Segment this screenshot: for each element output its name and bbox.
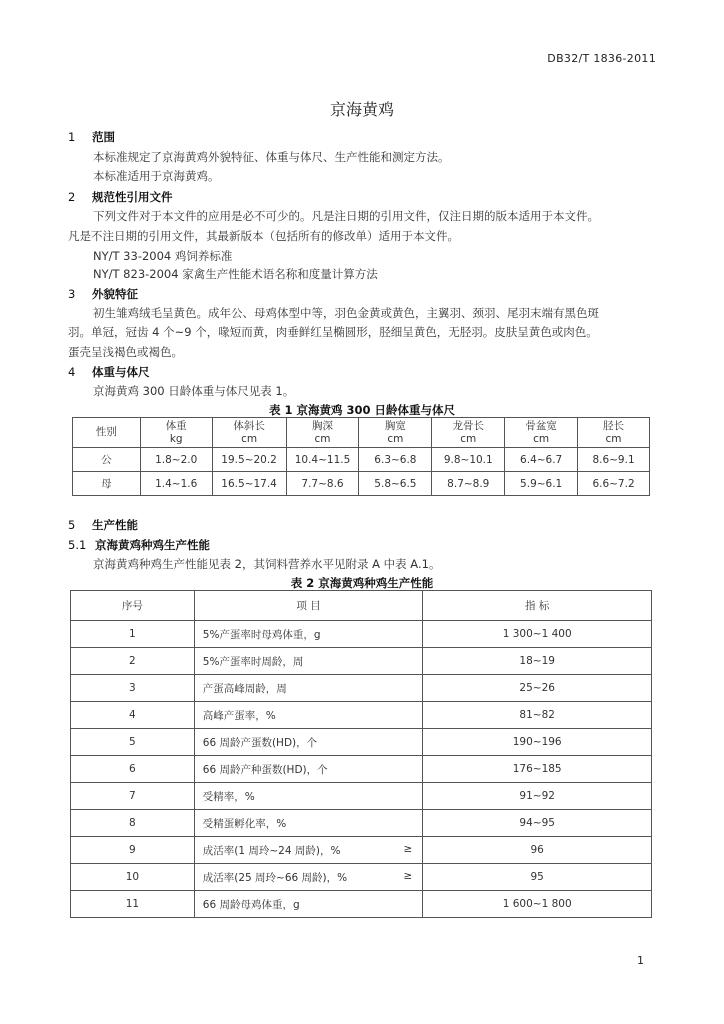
section-number: 5 — [68, 518, 76, 532]
section-4-heading — [68, 364, 150, 380]
value-cell: 7.7~8.6 — [286, 472, 359, 496]
column-unit: cm — [314, 432, 331, 445]
item-cell — [194, 810, 423, 837]
section-title: 范围 — [92, 130, 115, 144]
item-cell — [194, 675, 423, 702]
item-text: 高峰产蛋率，% — [202, 709, 276, 722]
sex-cell: 公 — [73, 448, 141, 472]
section-1-heading — [68, 129, 115, 145]
section-number: 1 — [68, 130, 76, 144]
section-number: 2 — [68, 190, 76, 204]
item-text: 5%产蛋率时母鸡体重，g — [202, 628, 321, 641]
table-header-row — [73, 418, 650, 448]
column-name: 体重 — [165, 419, 187, 432]
header-cell — [212, 418, 286, 448]
value-cell: 10.4~11.5 — [286, 448, 359, 472]
item-text: 受精蛋孵化率，% — [202, 817, 287, 830]
column-name: 胫长 — [603, 419, 625, 432]
header-cell — [432, 418, 505, 448]
section-number: 5.1 — [68, 538, 87, 552]
value-cell: 16.5~17.4 — [212, 472, 286, 496]
value-cell: 176~185 — [423, 756, 652, 783]
paragraph: 本标准规定了京海黄鸡外貌特征、体重与体尺、生产性能和测定方法。 — [93, 150, 450, 164]
value-cell: 8.6~9.1 — [578, 448, 650, 472]
paragraph: 凡是不注日期的引用文件，其最新版本（包括所有的修改单）适用于本文件。 — [68, 229, 459, 243]
value-cell: 1.8~2.0 — [140, 448, 212, 472]
column-unit: cm — [241, 432, 258, 445]
ge-symbol: ≥ — [403, 842, 413, 855]
no-cell: 5 — [71, 729, 195, 756]
paragraph: 京海黄鸡种鸡生产性能见表 2，其饲料营养水平见附录 A 中表 A.1。 — [93, 557, 441, 571]
column-unit: kg — [169, 432, 183, 445]
table-row — [71, 729, 652, 756]
section-title: 京海黄鸡种鸡生产性能 — [95, 538, 210, 552]
value-cell: 1 600~1 800 — [423, 891, 652, 918]
table-row — [71, 756, 652, 783]
no-cell: 11 — [71, 891, 195, 918]
section-3-heading — [68, 286, 138, 302]
table-row — [71, 621, 652, 648]
table-row — [73, 448, 650, 472]
column-unit: cm — [460, 432, 477, 445]
value-cell: 18~19 — [423, 648, 652, 675]
value-cell: 6.4~6.7 — [505, 448, 578, 472]
value-cell: 95 — [423, 864, 652, 891]
section-title: 外貌特征 — [92, 287, 138, 301]
header-cell — [505, 418, 578, 448]
column-name: 龙骨长 — [452, 419, 485, 432]
value-cell: 6.6~7.2 — [578, 472, 650, 496]
table-2 — [70, 590, 652, 918]
standard-code: DB32/T 1836-2011 — [547, 52, 656, 65]
item-text: 5%产蛋率时周龄，周 — [202, 655, 304, 668]
value-cell: 9.8~10.1 — [432, 448, 505, 472]
table-row — [71, 891, 652, 918]
value-cell: 5.8~6.5 — [359, 472, 432, 496]
no-cell: 1 — [71, 621, 195, 648]
no-cell: 3 — [71, 675, 195, 702]
value-cell: 5.9~6.1 — [505, 472, 578, 496]
paragraph: 羽。单冠，冠齿 4 个~9 个，喙短而黄，肉垂鲜红呈椭圆形，胫细呈黄色，无胫羽。皮肤呈黄色或肉色。 — [68, 325, 598, 339]
item-cell — [194, 702, 423, 729]
value-cell: 19.5~20.2 — [212, 448, 286, 472]
table-row — [71, 810, 652, 837]
table-row — [71, 702, 652, 729]
item-cell — [194, 729, 423, 756]
document-title: 京海黄鸡 — [329, 100, 394, 119]
table-1 — [72, 417, 650, 496]
value-cell: 25~26 — [423, 675, 652, 702]
section-title: 生产性能 — [92, 518, 138, 532]
section-number: 3 — [68, 287, 76, 301]
paragraph: 本标准适用于京海黄鸡。 — [93, 169, 220, 183]
table-row — [71, 783, 652, 810]
item-text: 66 周龄产种蛋数(HD)，个 — [202, 763, 328, 776]
value-cell: 94~95 — [423, 810, 652, 837]
paragraph: 下列文件对于本文件的应用是必不可少的。凡是注日期的引用文件，仅注日期的版本适用于本文件。 — [93, 209, 599, 223]
value-cell: 6.3~6.8 — [359, 448, 432, 472]
value-cell: 1 300~1 400 — [423, 621, 652, 648]
item-text: 成活率(25 周玲~66 周龄)，% — [202, 871, 348, 884]
no-cell: 7 — [71, 783, 195, 810]
reference-2: NY/T 823-2004 家禽生产性能术语名称和度量计算方法 — [93, 267, 378, 281]
value-cell: 8.7~8.9 — [432, 472, 505, 496]
table-header-row — [71, 591, 652, 621]
sex-cell: 母 — [73, 472, 141, 496]
paragraph: 蛋壳呈浅褐色或褐色。 — [68, 345, 183, 359]
item-cell — [194, 648, 423, 675]
header-cell — [578, 418, 650, 448]
item-cell — [194, 837, 423, 864]
section-2-heading — [68, 189, 173, 205]
value-cell: 81~82 — [423, 702, 652, 729]
no-cell: 6 — [71, 756, 195, 783]
column-name: 体斜长 — [233, 419, 265, 432]
ge-symbol: ≥ — [403, 869, 413, 882]
reference-1: NY/T 33-2004 鸡饲养标准 — [93, 249, 233, 263]
value-cell: 190~196 — [423, 729, 652, 756]
page-number: 1 — [637, 954, 644, 967]
section-number: 4 — [68, 365, 76, 379]
item-cell — [194, 621, 423, 648]
item-text: 产蛋高峰周龄，周 — [202, 682, 287, 695]
table-row — [71, 837, 652, 864]
no-cell: 10 — [71, 864, 195, 891]
header-cell — [286, 418, 359, 448]
paragraph: 京海黄鸡 300 日龄体重与体尺见表 1。 — [93, 384, 295, 398]
section-title: 规范性引用文件 — [92, 190, 173, 204]
no-cell: 8 — [71, 810, 195, 837]
section-5-heading — [68, 517, 138, 533]
table-row — [73, 472, 650, 496]
header-no: 序号 — [71, 591, 195, 621]
header-sex: 性别 — [73, 418, 141, 448]
column-unit: cm — [387, 432, 404, 445]
item-text: 受精率，% — [202, 790, 255, 803]
table-row — [71, 648, 652, 675]
item-text: 66 周龄母鸡体重，g — [202, 898, 300, 911]
item-cell — [194, 891, 423, 918]
value-cell: 1.4~1.6 — [140, 472, 212, 496]
table-2-caption: 表 2 京海黄鸡种鸡生产性能 — [290, 576, 434, 590]
header-cell — [140, 418, 212, 448]
paragraph: 初生雏鸡绒毛呈黄色。成年公、母鸡体型中等，羽色金黄或黄色，主翼羽、颈羽、尾羽末端有黑色斑 — [93, 306, 599, 320]
value-cell: 96 — [423, 837, 652, 864]
value-cell: 91~92 — [423, 783, 652, 810]
item-text: 66 周龄产蛋数(HD)，个 — [202, 736, 318, 749]
column-name: 胸深 — [312, 419, 333, 432]
no-cell: 4 — [71, 702, 195, 729]
item-cell — [194, 756, 423, 783]
header-cell — [359, 418, 432, 448]
table-row — [71, 675, 652, 702]
header-index: 指 标 — [423, 591, 652, 621]
column-unit: cm — [605, 432, 622, 445]
no-cell: 9 — [71, 837, 195, 864]
no-cell: 2 — [71, 648, 195, 675]
table-row — [71, 864, 652, 891]
table-1-caption: 表 1 京海黄鸡 300 日龄体重与体尺 — [268, 403, 456, 417]
header-item: 项 目 — [194, 591, 423, 621]
item-text: 成活率(1 周玲~24 周龄)，% — [202, 844, 341, 857]
section-title: 体重与体尺 — [92, 365, 150, 379]
column-name: 胸宽 — [384, 419, 406, 432]
column-unit: cm — [533, 432, 550, 445]
column-name: 骨盆宽 — [525, 419, 557, 432]
item-cell — [194, 864, 423, 891]
item-cell — [194, 783, 423, 810]
section-5-1-heading — [68, 537, 210, 553]
